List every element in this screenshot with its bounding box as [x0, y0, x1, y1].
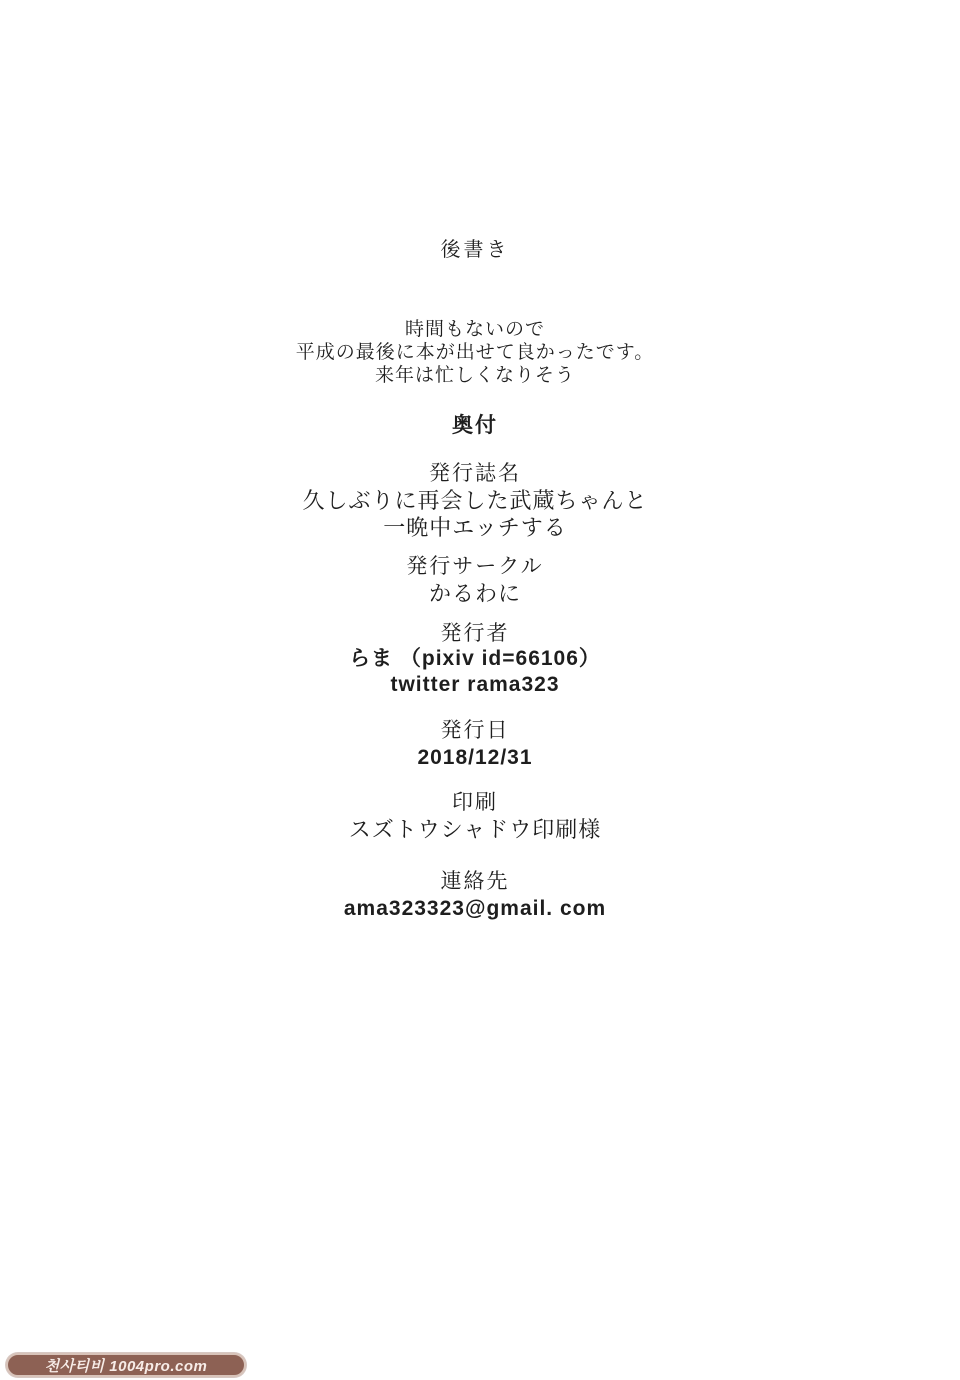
printer-name: スズトウシャドウ印刷様: [348, 817, 602, 842]
section-date: [0, 717, 950, 771]
contact-email: ama323323@gmail. com: [343, 897, 607, 920]
afterword-line: 時間もないので: [404, 319, 545, 340]
watermark-badge: [6, 1353, 246, 1377]
watermark-text: 천사티비 1004pro.com: [44, 1357, 208, 1375]
colophon-heading: 奥付: [452, 414, 498, 437]
afterword-line: 平成の最後に本が出せて良かったです。: [295, 342, 655, 363]
publisher-twitter: twitter rama323: [390, 673, 560, 696]
circle-name: かるわに: [428, 581, 521, 606]
section-label: 印刷: [452, 790, 498, 814]
section-publication-name: [0, 460, 950, 541]
publication-date: 2018/12/31: [417, 746, 533, 769]
publisher-name: らま （pixiv id=66106）: [349, 647, 601, 670]
afterword-line: 来年は忙しくなりそう: [374, 365, 575, 386]
section-label: 発行者: [440, 621, 510, 645]
section-label: 発行日: [440, 718, 510, 742]
afterword-paragraph: [0, 318, 950, 387]
section-label: 連絡先: [440, 869, 510, 893]
section-publisher: [0, 620, 950, 698]
section-contact: [0, 868, 950, 922]
section-circle: [0, 553, 950, 607]
section-label: 発行誌名: [429, 461, 521, 485]
afterword-heading: 後書き: [440, 239, 510, 261]
section-label: 発行サークル: [406, 554, 544, 578]
section-printing: [0, 789, 950, 843]
publication-title-line: 久しぶりに再会した武蔵ちゃんと: [302, 488, 648, 513]
publication-title-line: 一晩中エッチする: [383, 515, 567, 540]
